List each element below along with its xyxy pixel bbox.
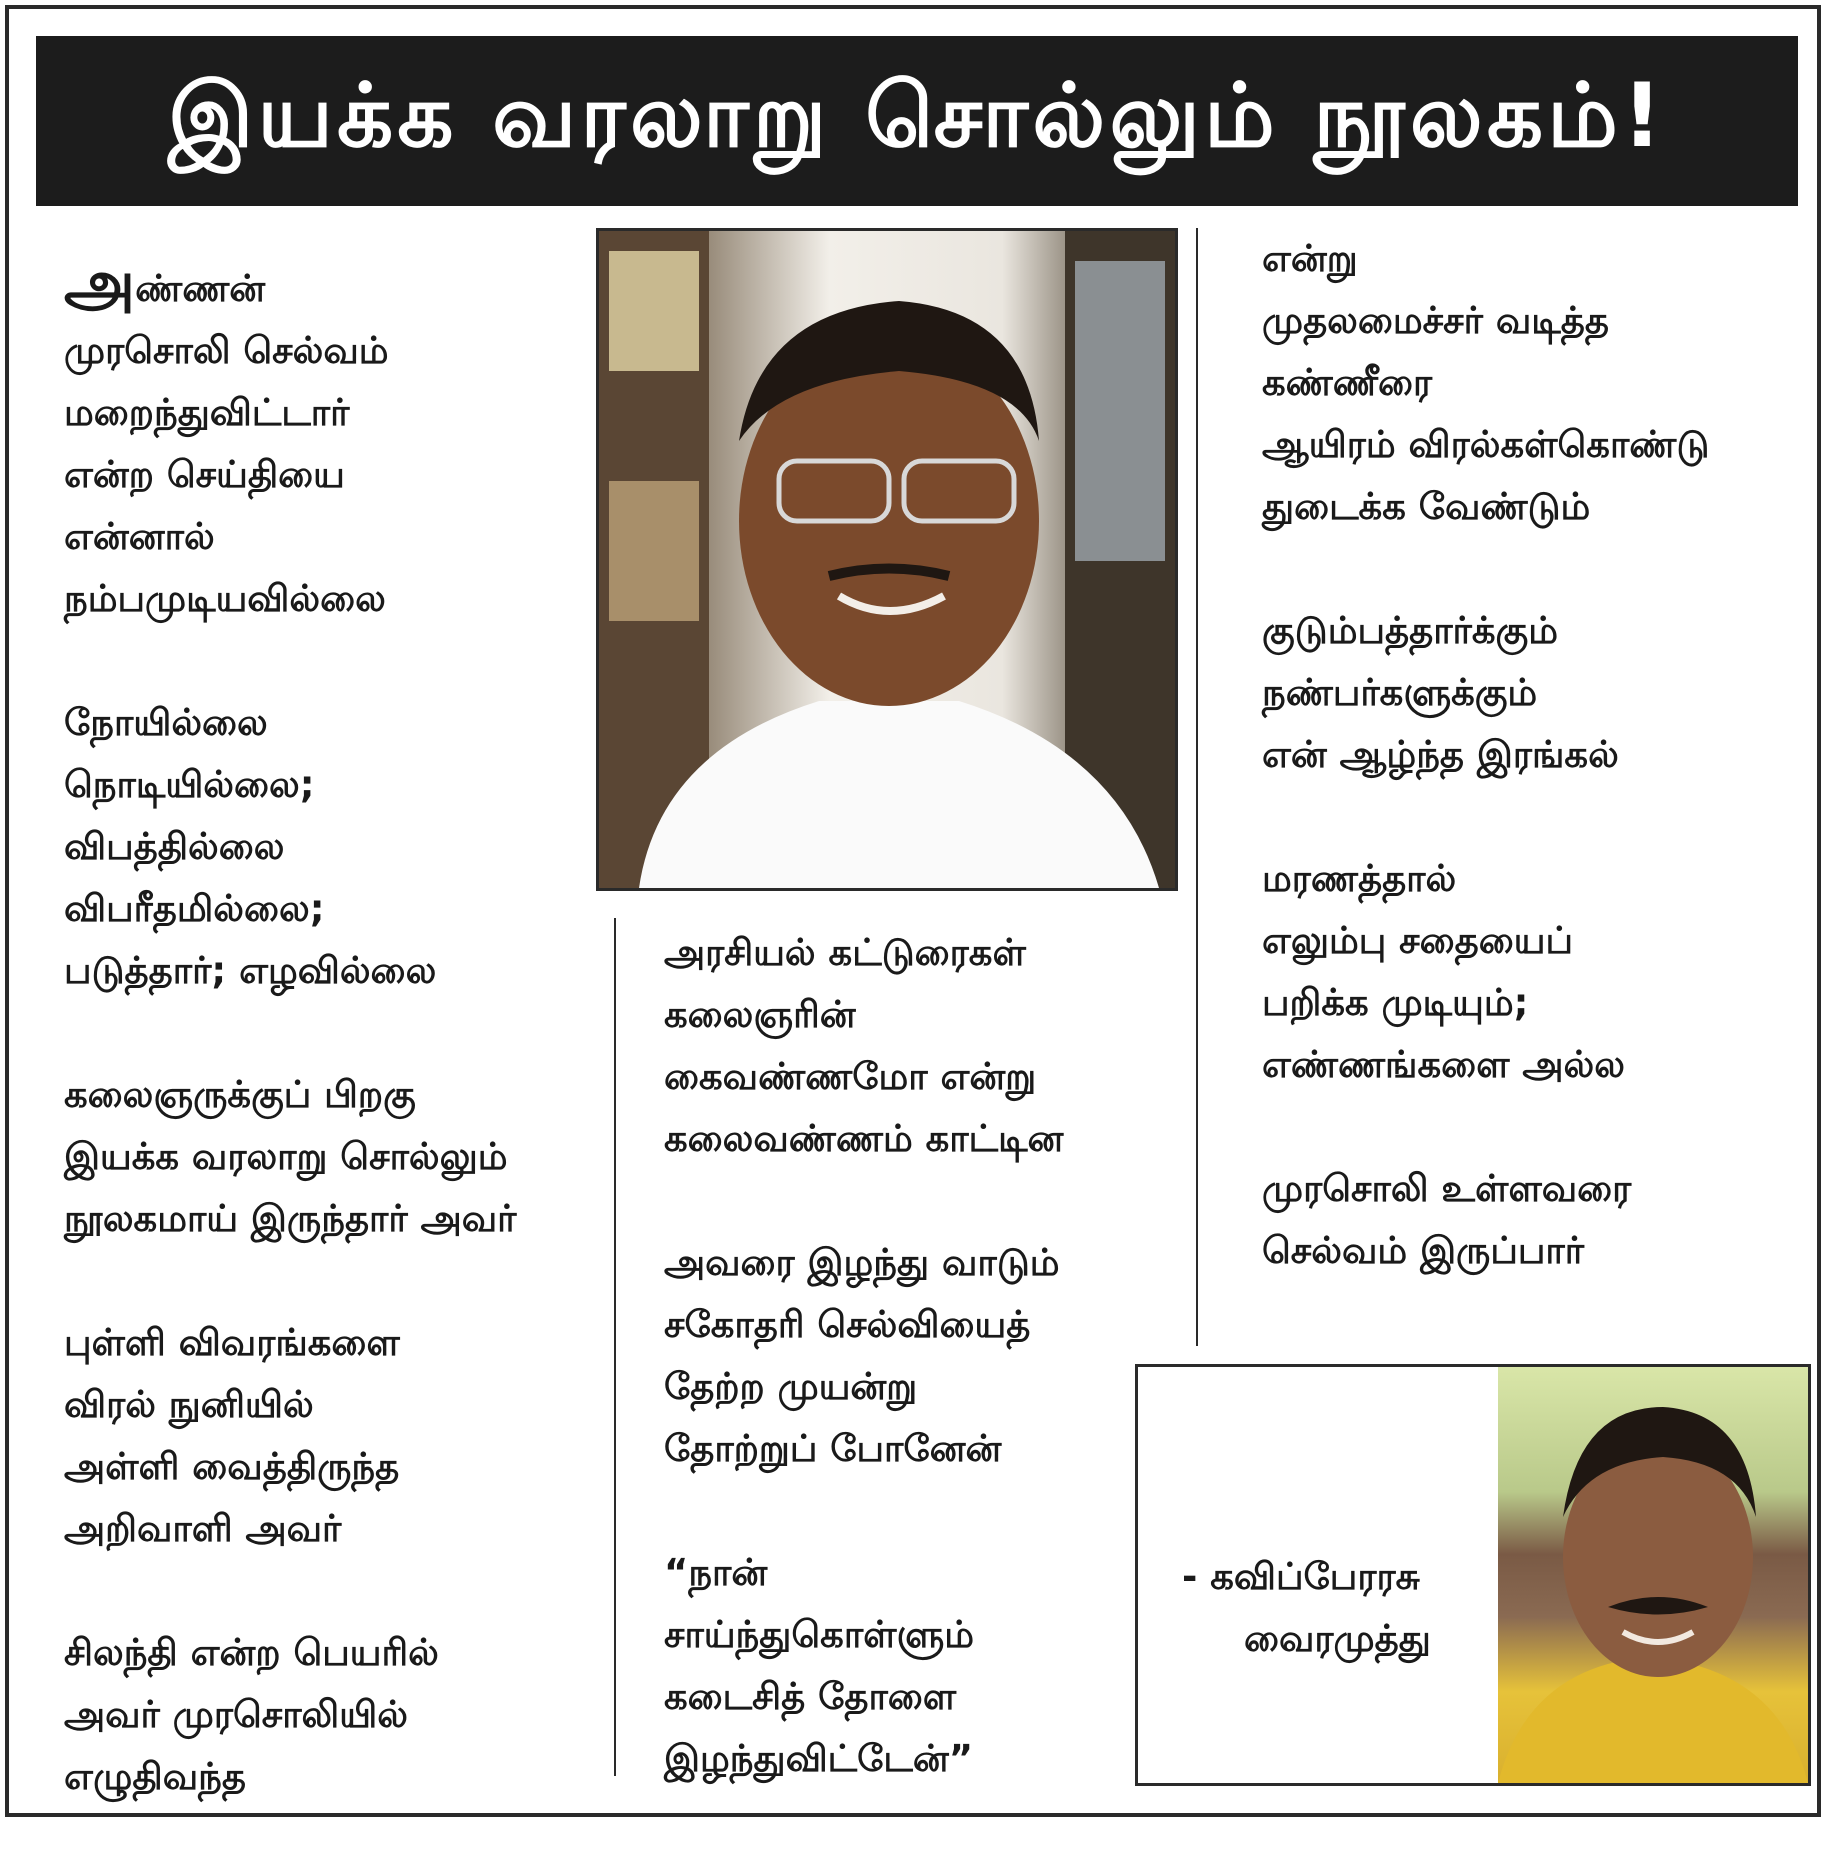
poem-line: சகோதரி செல்வியைத் [664, 1303, 1031, 1346]
poem-line: அள்ளி வைத்திருந்த [64, 1445, 400, 1488]
poem-line: கலைஞரின் [664, 993, 856, 1036]
poem-line: விரல் நுனியில் [64, 1383, 314, 1426]
poem-column-2 [664, 922, 1063, 1852]
poem-line: கடைசித் தோளை [664, 1675, 957, 1718]
poem-line: என் ஆழ்ந்த இரங்கல் [1262, 733, 1619, 776]
poem-line: தோற்றுப் போனேன் [664, 1427, 1002, 1470]
poem-line: முரசொலி உள்ளவரை [1262, 1167, 1632, 1210]
poem-line: சிலந்தி என்ற பெயரில் [64, 1631, 439, 1674]
poem-line: நண்பர்களுக்கும் [1262, 671, 1538, 714]
poem-line: பறிக்க முடியும்; [1262, 981, 1529, 1024]
poem-line: துடைக்க வேண்டும் [1262, 485, 1591, 528]
poem-line: எலும்பு சதையைப் [1262, 919, 1574, 962]
author-portrait-illustration [1498, 1367, 1808, 1783]
stanza [64, 247, 516, 630]
stanza [1262, 1158, 1709, 1282]
poem-line: கைவண்ணமோ என்று [664, 1055, 1037, 1098]
author-photo [1498, 1367, 1808, 1783]
stanza [1262, 600, 1709, 786]
poem-line: புள்ளி விவரங்களை [64, 1321, 400, 1364]
poem-line: கண்ணீரை [1262, 361, 1433, 404]
stanza [64, 1064, 516, 1250]
portrait-illustration [599, 231, 1175, 888]
credit-title: - கவிப்பேரரசு [1182, 1555, 1420, 1598]
stanza [64, 1622, 516, 1808]
poem-line: நம்பமுடியவில்லை [64, 577, 386, 620]
column-divider [1196, 228, 1198, 1346]
poem-line: கலைவண்ணம் காட்டின [664, 1117, 1064, 1160]
stanza [1262, 228, 1709, 538]
credit-name: வைரமுத்து [1244, 1617, 1431, 1660]
poem-line: நூலகமாய் இருந்தார் அவர் [64, 1197, 517, 1240]
poem-line: இழந்துவிட்டேன்” [664, 1737, 974, 1780]
poem-line: நோயில்லை [64, 701, 268, 744]
poem-line: என்னால் [64, 515, 215, 558]
drop-cap: அ [64, 247, 136, 321]
poem-line: “நான் [664, 1551, 768, 1594]
stanza [664, 922, 1063, 1170]
poem-line: தேற்ற முயன்று [664, 1365, 918, 1408]
portrait-photo-selvam [596, 228, 1178, 891]
poem-line: மரணத்தால் [1262, 857, 1457, 900]
poem-line: அறிவாளி அவர் [64, 1507, 342, 1550]
poem-line: சாய்ந்துகொள்ளும் [664, 1613, 975, 1656]
poem-line: படுத்தார்; எழவில்லை [64, 949, 437, 992]
author-credit [1182, 1546, 1431, 1670]
poem-line: என்று [1262, 237, 1358, 280]
stanza [64, 692, 516, 1002]
poem-line: இயக்க வரலாறு சொல்லும் [64, 1135, 508, 1178]
poem-line: எழுதிவந்த [64, 1755, 246, 1798]
poem-line: செல்வம் இருப்பார் [1262, 1229, 1585, 1272]
poem-line [64, 247, 516, 321]
poem-line: நொடியில்லை; [64, 763, 315, 806]
poem-line: விபத்தில்லை [64, 825, 285, 868]
poem-line: அவர் முரசொலியில் [64, 1693, 408, 1736]
poem-line: முதலமைச்சர் வடித்த [1262, 299, 1609, 342]
poem-column-1 [64, 247, 517, 1870]
poem-column-3 [1262, 228, 1709, 1344]
poem-line: மறைந்துவிட்டார் [64, 391, 350, 434]
poem-line: கலைஞருக்குப் பிறகு [64, 1073, 416, 1116]
column-divider [614, 918, 616, 1776]
poem-line: ஆயிரம் விரல்கள்கொண்டு [1262, 423, 1710, 466]
poem-line: விபரீதமில்லை; [64, 887, 325, 930]
poem-line: எண்ணங்களை அல்ல [1262, 1043, 1625, 1086]
headline: இயக்க வரலாறு சொல்லும் நூலகம்! [36, 36, 1798, 206]
poem-line: அவரை இழந்து வாடும் [664, 1241, 1060, 1284]
stanza [1262, 848, 1709, 1096]
poem-line: குடும்பத்தார்க்கும் [1262, 609, 1558, 652]
poem-line: என்ற செய்தியை [64, 453, 345, 496]
poem-line-text: ண்ணன் [135, 267, 266, 310]
stanza [664, 1232, 1063, 1480]
poem-line: முரசொலி செல்வம் [64, 329, 389, 372]
stanza [664, 1542, 1063, 1790]
poem-line: அரசியல் கட்டுரைகள் [664, 931, 1026, 974]
stanza [64, 1312, 516, 1560]
